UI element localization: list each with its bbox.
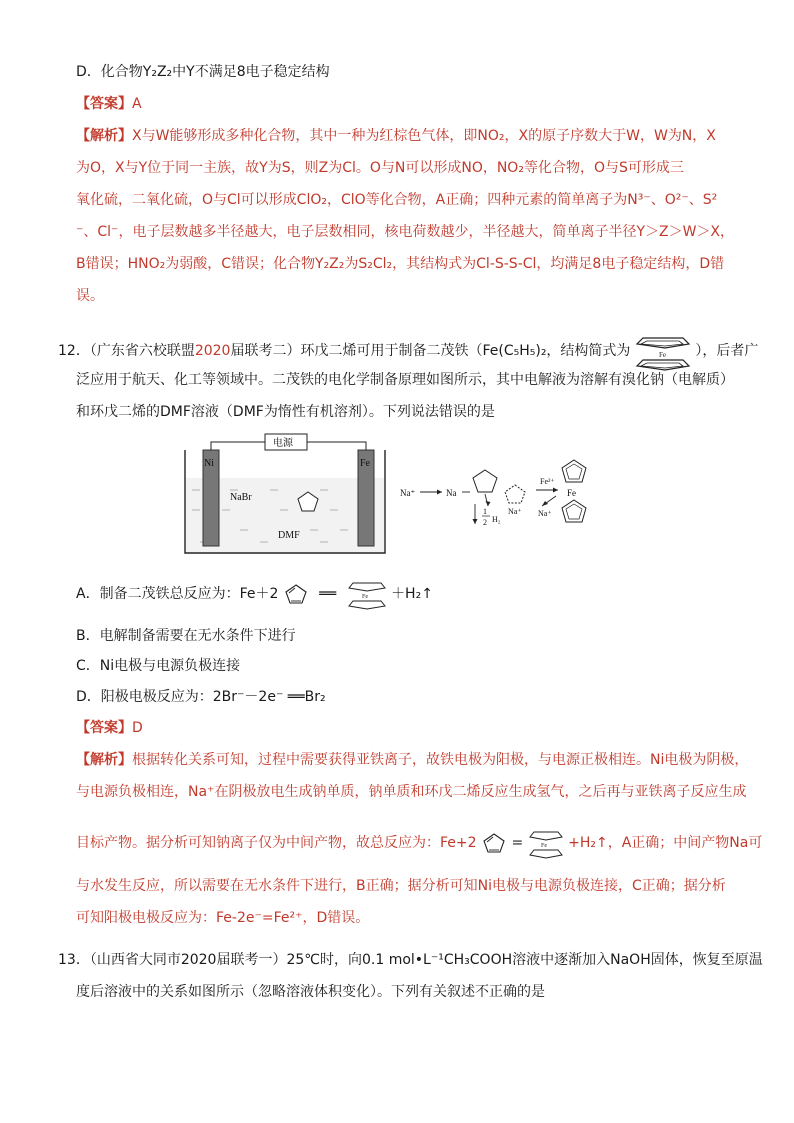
q12-analysis-line-3: 目标产物。据分析可知钠离子仅为中间产物，故总反应为：Fe+2 = Fe +H₂↑，A正确；中间产物Na可 xyxy=(76,826,762,860)
svg-text:NaBr: NaBr xyxy=(230,492,252,503)
q12-analysis-line-1: 【解析】根据转化关系可知，过程中需要获得亚铁离子，故铁电极为阳极，与电源正极相连。Ni电极为阴极， xyxy=(76,752,749,768)
answer-tag: 【答案】 xyxy=(76,96,132,112)
q11-analysis-line-4: ⁻、Cl⁻，电子层数越多半径越大，电子层数相同，核电荷数越少，半径越大，简单离子半径Y＞Z＞W＞X， xyxy=(76,224,735,240)
q12-option-b: B．电解制备需要在无水条件下进行 xyxy=(76,628,296,644)
svg-text:Fe: Fe xyxy=(540,843,547,849)
electrolysis-diagram xyxy=(170,430,630,560)
svg-text:Na⁺: Na⁺ xyxy=(538,509,552,518)
svg-text:Fe: Fe xyxy=(360,458,370,469)
svg-text:2: 2 xyxy=(483,518,487,527)
svg-text:Fe: Fe xyxy=(567,488,576,498)
q13-stem-line-2: 度后溶液中的关系如图所示（忽略溶液体积变化）。下列有关叙述不正确的是 xyxy=(76,984,545,1000)
q12-stem-line-1: 12．（广东省六校联盟2020届联考二）环戊二烯可用于制备二茂铁（Fe(C₅H₅)₂，结构简式为 Fe ），后者广 xyxy=(58,330,758,372)
svg-text:Na⁺: Na⁺ xyxy=(508,507,522,516)
q12-option-c: C．Ni电极与电源负极连接 xyxy=(76,658,241,674)
q12-analysis-line-2: 与电源负极相连，Na⁺在阴极放电生成钠单质，钠单质和环戊二烯反应生成氢气，之后再与亚铁离子反应生成 xyxy=(76,784,747,800)
analysis-tag: 【解析】 xyxy=(76,128,132,144)
q12-stem-line-3: 和环戊二烯的DMF溶液（DMF为惰性有机溶剂）。下列说法错误的是 xyxy=(76,404,495,420)
q11-option-d: D．化合物Y₂Z₂中Y不满足8电子稳定结构 xyxy=(76,64,330,80)
ferrocene-product-icon xyxy=(528,826,564,860)
cyclopentadiene-icon xyxy=(283,582,309,606)
answer-value: A xyxy=(132,96,142,112)
q12-option-a: A．制备二茂铁总反应为：Fe＋2 ══ Fe ＋H₂↑ xyxy=(76,577,433,611)
q12-stem-line-2: 泛应用于航天、化工等领域中。二茂铁的电化学制备原理如图所示，其中电解液为溶解有溴化钠（电解质） xyxy=(76,372,734,388)
q11-analysis-line-5: B错误；HNO₂为弱酸，C错误；化合物Y₂Z₂为S₂Cl₂，其结构式为Cl-S-S-Cl，均满足8电子稳定结构，D错 xyxy=(76,256,725,272)
svg-text:Na⁺: Na⁺ xyxy=(400,488,416,498)
q13-stem-line-1: 13．（山西省大同市2020届联考一）25℃时，向0.1 mol•L⁻¹CH₃COOH溶液中逐渐加入NaOH固体，恢复至原温 xyxy=(58,952,763,968)
svg-text:Ni: Ni xyxy=(204,458,214,469)
svg-text:Fe²⁺: Fe²⁺ xyxy=(540,477,555,486)
q11-analysis-line-1: 【解析】X与W能够形成多种化合物，其中一种为红棕色气体，即NO₂，X的原子序数大于W，W为N，X xyxy=(76,128,716,144)
cyclopentadiene-icon xyxy=(481,831,507,855)
ferrocene-product-icon xyxy=(347,577,387,611)
svg-text:Na: Na xyxy=(446,488,457,498)
svg-text:Fe: Fe xyxy=(361,594,368,600)
svg-text:电源: 电源 xyxy=(273,438,293,449)
q12-analysis-line-5: 可知阳极电极反应为：Fe-2e⁻=Fe²⁺，D错误。 xyxy=(76,910,370,926)
q11-answer-line xyxy=(76,94,142,114)
q11-analysis-line-3: 氧化硫，二氧化硫，O与Cl可以形成ClO₂，ClO等化合物，A正确；四种元素的简单离子为N³⁻、O²⁻、S² xyxy=(76,192,718,208)
q12-option-d: D．阳极电极反应为：2Br⁻－2e⁻ ══Br₂ xyxy=(76,689,326,705)
q11-analysis-line-2: 为O，X与Y位于同一主族，故Y为S，则Z为Cl。O与N可以形成NO，NO₂等化合物，O与S可形成三 xyxy=(76,160,684,176)
svg-text:Fe: Fe xyxy=(658,351,666,359)
q12-answer-line: 【答案】D xyxy=(76,720,143,736)
svg-text:1: 1 xyxy=(483,507,487,516)
q12-analysis-line-4: 与水发生反应，所以需要在无水条件下进行，B正确；据分析可知Ni电极与电源负极连接，C正确；据分析 xyxy=(76,878,726,894)
ferrocene-structure-icon xyxy=(635,330,691,372)
svg-text:H₂: H₂ xyxy=(492,515,501,524)
svg-text:DMF: DMF xyxy=(278,530,300,541)
q11-analysis-line-6: 误。 xyxy=(76,288,104,304)
